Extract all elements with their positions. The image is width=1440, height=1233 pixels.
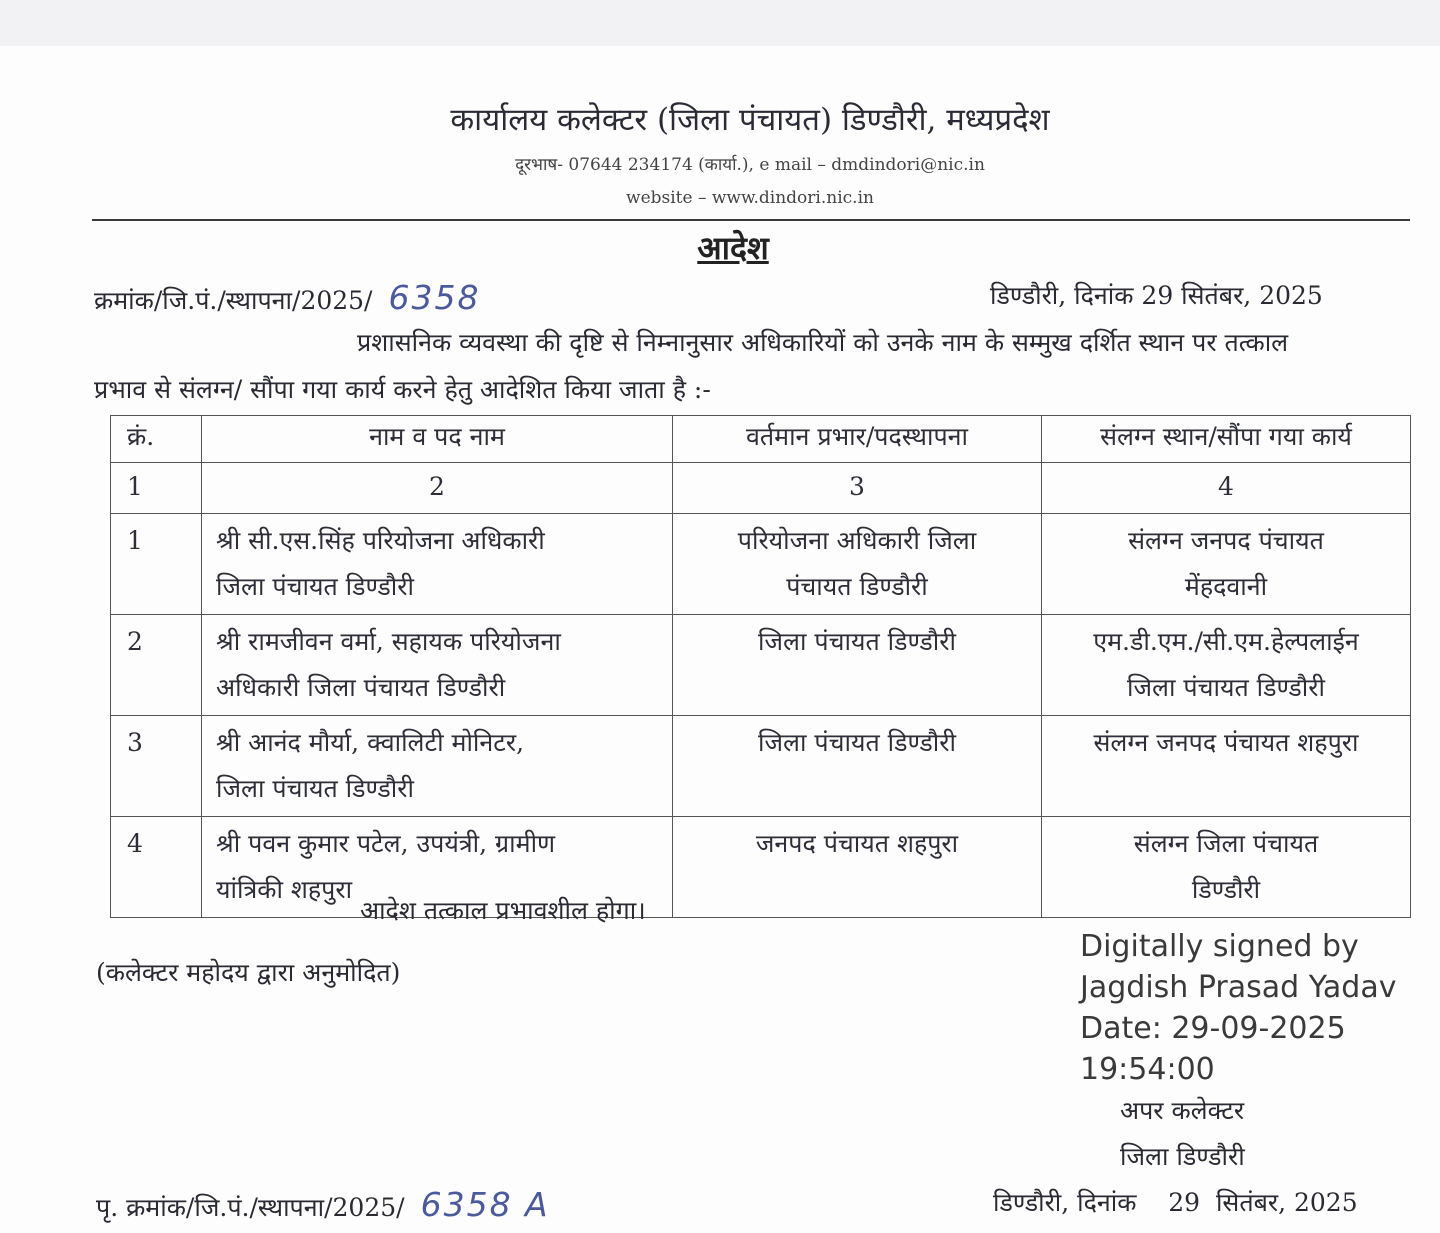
current-line: जिला पंचायत डिण्डौरी: [758, 728, 956, 757]
orders-table: [110, 415, 1411, 918]
table-row: [111, 514, 1411, 615]
current-line: जिला पंचायत डिण्डौरी: [758, 627, 956, 656]
header-current-posting: वर्तमान प्रभार/पदस्थापना: [673, 416, 1042, 463]
header-name: नाम व पद नाम: [202, 416, 673, 463]
current-line: जनपद पंचायत शहपुरा: [755, 829, 959, 858]
reference-number: [94, 278, 480, 317]
signature-line: Jagdish Prasad Yadav: [1080, 970, 1397, 1005]
attached-line: डिण्डौरी: [1191, 875, 1261, 904]
top-bar: [0, 0, 1440, 46]
designation: अपर कलेक्टर: [1120, 1096, 1245, 1125]
current-line: पंचायत डिण्डौरी: [786, 572, 928, 601]
attached-cell: [1042, 615, 1411, 716]
reference-prefix: क्रमांक/जि.पं./स्थापना/2025/: [94, 286, 373, 315]
website-line: website – www.dindori.nic.in: [626, 188, 874, 208]
attached-line: मेंहदवानी: [1184, 572, 1268, 601]
name-cell: [202, 514, 673, 615]
contact-line: दूरभाष- 07644 234174 (कार्या.), e mail – dmdindori@nic.in: [515, 155, 985, 175]
name-line: यांत्रिकी शहपुरा: [216, 875, 353, 904]
current-cell: [673, 514, 1042, 615]
name-line: श्री आनंद मौर्या, क्वालिटी मोनिटर,: [216, 728, 525, 757]
attached-line: जिला पंचायत डिण्डौरी: [1127, 673, 1325, 702]
serial-cell: 2: [111, 615, 202, 716]
table-row: [111, 817, 1411, 918]
endorsement-prefix: पृ. क्रमांक/जि.पं./स्थापना/2025/: [96, 1193, 405, 1222]
attached-line: एम.डी.एम./सी.एम.हेल्पलाईन: [1093, 627, 1359, 656]
name-line: श्री रामजीवन वर्मा, सहायक परियोजना: [216, 627, 561, 656]
attached-line: संलग्न जनपद पंचायत शहपुरा: [1093, 728, 1359, 757]
name-line: श्री सी.एस.सिंह परियोजना अधिकारी: [216, 526, 545, 555]
current-cell: [673, 716, 1042, 817]
attached-cell: [1042, 514, 1411, 615]
table-row: [111, 716, 1411, 817]
name-line: जिला पंचायत डिण्डौरी: [216, 572, 414, 601]
name-line: अधिकारी जिला पंचायत डिण्डौरी: [216, 673, 506, 702]
digital-signature: [1080, 926, 1396, 1090]
endorsement-number: [96, 1185, 550, 1224]
handwritten-number: 6358 A: [420, 1185, 550, 1224]
header-attached-place: संलग्न स्थान/सौंपा गया कार्य: [1042, 416, 1411, 463]
serial-cell: 3: [111, 716, 202, 817]
place-date: डिण्डौरी, दिनांक 29 सितंबर, 2025: [990, 281, 1323, 310]
endorsement-place-date: डिण्डौरी, दिनांक 29 सितंबर, 2025: [993, 1188, 1358, 1217]
signature-line: Digitally signed by: [1080, 929, 1359, 964]
table-header-row: [111, 416, 1411, 463]
header-divider: [92, 219, 1410, 221]
signature-line: Date: 29-09-2025: [1080, 1011, 1346, 1046]
table-row: [111, 615, 1411, 716]
column-number: 1: [111, 463, 202, 514]
intro-line-1: प्रशासनिक व्यवस्था की दृष्टि से निम्नानुसार अधिकारियों को उनके नाम के सम्मुख दर्शित स्थान पर तत्काल: [357, 328, 1289, 357]
serial-cell: 4: [111, 817, 202, 918]
column-number: 2: [202, 463, 673, 514]
office-heading: कार्यालय कलेक्टर (जिला पंचायत) डिण्डौरी, मध्यप्रदेश: [450, 102, 1050, 138]
serial-cell: 1: [111, 514, 202, 615]
current-cell: [673, 817, 1042, 918]
attached-line: संलग्न जिला पंचायत: [1133, 829, 1319, 858]
column-number-row: [111, 463, 1411, 514]
approval-note: (कलेक्टर महोदय द्वारा अनुमोदित): [96, 958, 401, 987]
intro-line-2: प्रभाव से संलग्न/ सौंपा गया कार्य करने हेतु आदेशित किया जाता है :-: [94, 375, 711, 404]
effect-note: आदेश तत्काल प्रभावशील होगा।: [360, 896, 646, 925]
current-cell: [673, 615, 1042, 716]
name-cell: [202, 716, 673, 817]
order-title: आदेश: [697, 229, 769, 267]
attached-cell: [1042, 716, 1411, 817]
handwritten-number: 6358: [388, 278, 481, 317]
name-line: श्री पवन कुमार पटेल, उपयंत्री, ग्रामीण: [216, 829, 556, 858]
attached-cell: [1042, 817, 1411, 918]
attached-line: संलग्न जनपद पंचायत: [1128, 526, 1324, 555]
column-number: 3: [673, 463, 1042, 514]
name-cell: [202, 615, 673, 716]
header-serial: क्रं.: [111, 416, 202, 463]
signature-line: 19:54:00: [1080, 1052, 1215, 1087]
column-number: 4: [1042, 463, 1411, 514]
designation-district: जिला डिण्डौरी: [1120, 1142, 1245, 1171]
name-line: जिला पंचायत डिण्डौरी: [216, 774, 414, 803]
current-line: परियोजना अधिकारी जिला: [737, 526, 977, 555]
